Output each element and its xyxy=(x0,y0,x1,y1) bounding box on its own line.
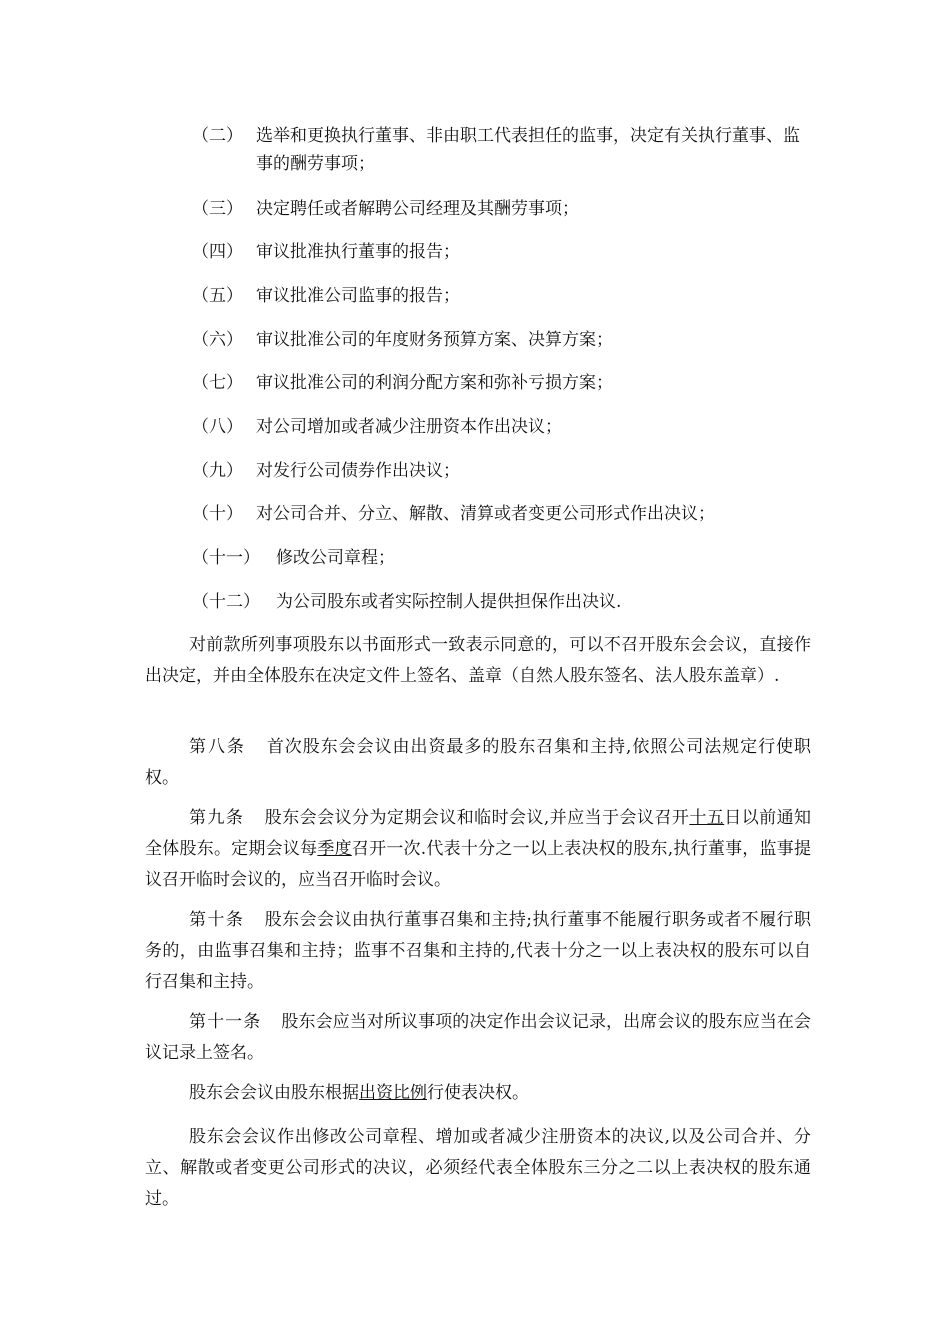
paragraph-special-resolution xyxy=(145,1122,811,1215)
list-item-text: 选举和更换执行董事、非由职工代表担任的监事，决定有关执行董事、监事的酬劳事项； xyxy=(256,126,800,174)
article-text: 日以前通知全体股东。定期会议每 xyxy=(145,808,812,859)
list-item xyxy=(192,122,816,178)
list-item xyxy=(192,238,816,266)
article-label: 第九条 xyxy=(189,808,245,828)
list-item xyxy=(192,588,836,616)
list-item xyxy=(192,326,816,354)
list-item-text: 审议批准公司的利润分配方案和弥补亏损方案； xyxy=(256,373,613,393)
list-item-number: （十） xyxy=(192,504,243,524)
paragraph-text: 对前款所列事项股东以书面形式一致表示同意的，可以不召开股东会会议，直接作出决定，并由全体股东在决定文件上签名、盖章（自然人股东签名、法人股东盖章）. xyxy=(145,635,811,686)
list-item-text: 审议批准公司的年度财务预算方案、决算方案； xyxy=(256,330,613,350)
article-label: 第十条 xyxy=(189,910,245,930)
list-item-number: （六） xyxy=(192,330,243,350)
article-text: 股东会会议由执行董事召集和主持;执行董事不能履行职务或者不履行职务的，由监事召集和主持；监事不召集和主持的,代表十分之一以上表决权的股东可以自行召集和主持。 xyxy=(145,910,811,992)
list-item xyxy=(192,457,816,485)
list-item-text: 审议批准公司监事的报告； xyxy=(256,286,460,306)
list-item-text: 为公司股东或者实际控制人提供担保作出决议. xyxy=(276,592,622,612)
list-item-number: （十二） xyxy=(192,592,260,612)
list-item-number: （九） xyxy=(192,461,243,481)
meeting-period-value: 季度 xyxy=(317,839,352,859)
article-9 xyxy=(145,803,811,896)
article-11 xyxy=(145,1007,811,1069)
list-item xyxy=(192,413,816,441)
list-item-number: （七） xyxy=(192,373,243,393)
list-item xyxy=(192,369,816,397)
article-text: 股东会会议分为定期会议和临时会议,并应当于会议召开 xyxy=(264,808,690,828)
article-label: 第八条 xyxy=(189,737,246,757)
article-text: 首次股东会会议由出资最多的股东召集和主持,依照公司法规定行使职权。 xyxy=(145,737,812,788)
capital-ratio-term: 出资比例 xyxy=(359,1083,427,1103)
article-10 xyxy=(145,905,811,998)
paragraph-text: 行使表决权。 xyxy=(427,1083,529,1103)
list-item xyxy=(192,544,836,572)
paragraph-text: 股东会会议作出修改公司章程、增加或者减少注册资本的决议,以及公司合并、分立、解散或者变更公司形式的决议，必须经代表全体股东三分之二以上表决权的股东通过。 xyxy=(145,1127,811,1209)
list-item-text: 决定聘任或者解聘公司经理及其酬劳事项； xyxy=(256,199,579,219)
list-item-number: （五） xyxy=(192,286,243,306)
list-item-number: （二） xyxy=(192,126,243,146)
article-8 xyxy=(145,732,811,794)
paragraph-voting-rights xyxy=(145,1078,811,1109)
list-item xyxy=(192,282,816,310)
list-item-text: 对发行公司债券作出决议； xyxy=(256,461,460,481)
list-item-number: （十一） xyxy=(192,548,260,568)
list-item-number: （四） xyxy=(192,242,243,262)
list-item xyxy=(192,195,816,223)
list-item-text: 对公司合并、分立、解散、清算或者变更公司形式作出决议； xyxy=(256,504,715,524)
article-label: 第十一条 xyxy=(189,1012,262,1032)
list-item-number: （三） xyxy=(192,199,243,219)
paragraph-unanimous-consent xyxy=(145,630,811,692)
paragraph-text: 股东会会议由股东根据 xyxy=(189,1083,359,1103)
list-item-text: 修改公司章程； xyxy=(276,548,395,568)
list-item xyxy=(192,500,816,528)
article-text: 股东会应当对所议事项的决定作出会议记录，出席会议的股东应当在会议记录上签名。 xyxy=(145,1012,811,1063)
list-item-text: 审议批准执行董事的报告； xyxy=(256,242,460,262)
list-item-number: （八） xyxy=(192,417,243,437)
notice-days-value: 十五 xyxy=(689,808,725,828)
list-item-text: 对公司增加或者减少注册资本作出决议； xyxy=(256,417,562,437)
article-text: 召开一次.代表十分之一以上表决权的股东,执行董事，监事提议召开临时会议的，应当召开临时会议。 xyxy=(145,839,812,890)
